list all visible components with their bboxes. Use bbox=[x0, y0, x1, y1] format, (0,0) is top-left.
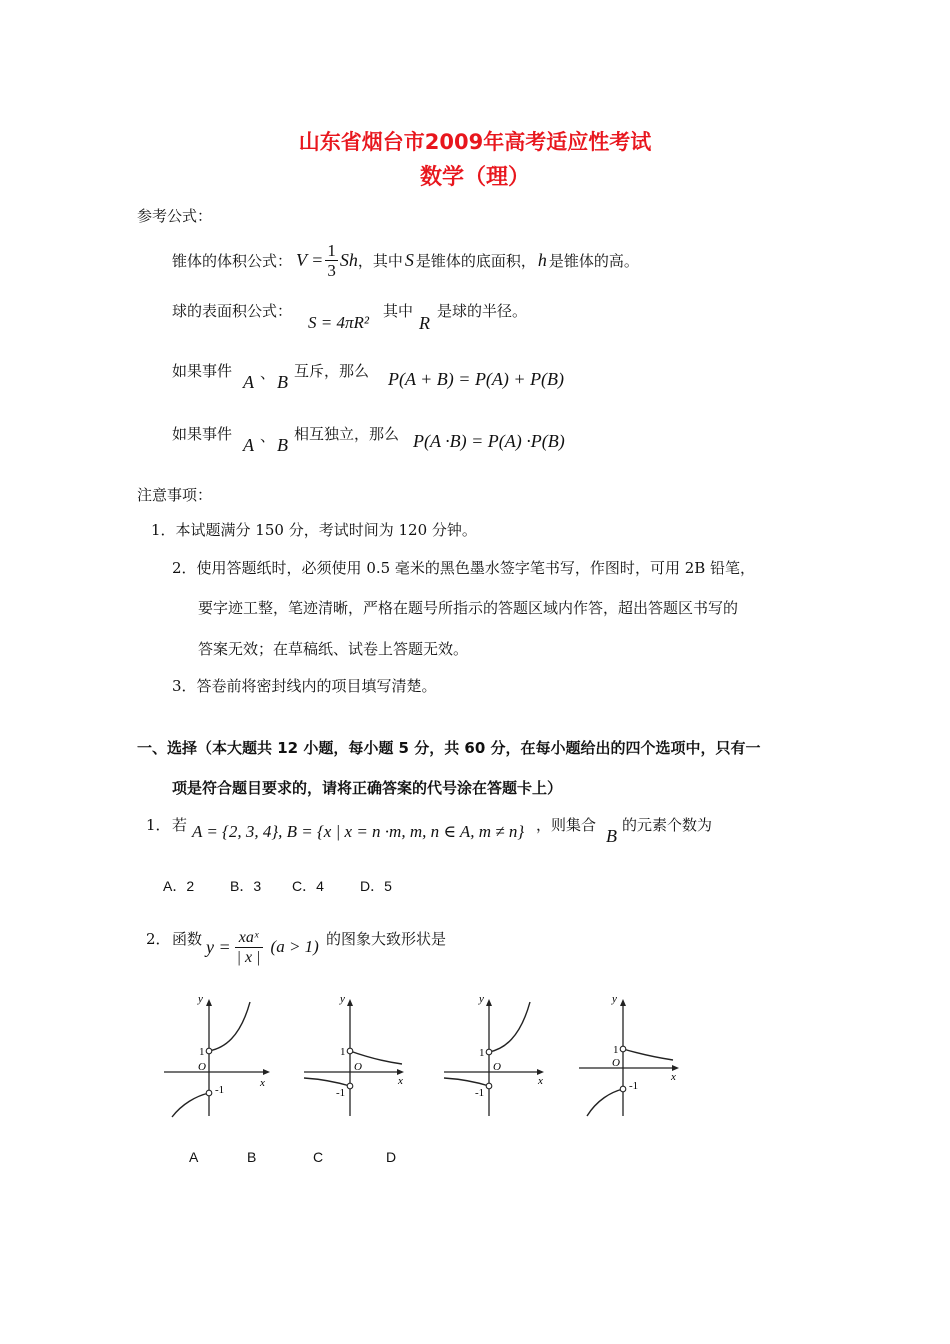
cone-formula-rhs: Sh bbox=[339, 249, 358, 270]
cone-fraction bbox=[325, 241, 338, 280]
sphere-desc-1: 其中 bbox=[383, 302, 414, 320]
cone-var-s: S bbox=[404, 249, 414, 270]
q1-prefix: 若 bbox=[172, 816, 188, 834]
q2-condition: (a > 1) bbox=[270, 937, 319, 956]
open-point bbox=[486, 1083, 492, 1089]
q2-number: 2． bbox=[146, 930, 171, 948]
y-arrow-icon bbox=[486, 999, 492, 1006]
curve-upper bbox=[623, 1049, 673, 1060]
axis-x-label: x bbox=[398, 1075, 403, 1087]
curve-lower bbox=[172, 1093, 209, 1117]
notes-item-2-line-1: 2．使用答题纸时，必须使用 0.5 毫米的黑色墨水签字笔书写，作图时，可用 2B 铅笔， bbox=[172, 559, 756, 577]
q2-graph-label-a: A bbox=[189, 1149, 199, 1165]
curve-lower bbox=[304, 1078, 350, 1086]
q2-formula bbox=[206, 920, 319, 974]
cone-desc-1: ，其中 bbox=[357, 251, 403, 270]
tick-label-pos: 1 bbox=[199, 1046, 205, 1058]
q2-graph-d[interactable] bbox=[575, 990, 693, 1120]
exam-title: 山东省烟台市2009年高考适应性考试 bbox=[298, 130, 652, 154]
tick-label-pos: 1 bbox=[613, 1044, 619, 1056]
q1-option-b[interactable]: B．3 bbox=[230, 878, 262, 894]
tick-label-pos: 1 bbox=[340, 1046, 346, 1058]
cone-formula-row bbox=[172, 236, 639, 284]
axis-y-label: y bbox=[198, 993, 203, 1005]
q1-option-a[interactable]: A．2 bbox=[163, 878, 195, 894]
cone-frac-den: 3 bbox=[327, 260, 336, 280]
exclusive-var-a: A bbox=[243, 372, 254, 392]
curve-lower bbox=[444, 1078, 489, 1086]
q2-frac-num: xaˣ bbox=[235, 928, 263, 948]
x-arrow-icon bbox=[263, 1069, 270, 1075]
origin-label: O bbox=[612, 1057, 620, 1069]
exclusive-formula: P(A + B) = P(A) + P(B) bbox=[388, 369, 565, 389]
sphere-desc-2: 是球的半径。 bbox=[437, 302, 528, 320]
sphere-formula: S = 4πR² bbox=[308, 313, 369, 332]
notes-item-2-line-3: 答案无效；在草稿纸、试卷上答题无效。 bbox=[198, 640, 469, 658]
q2-graph-label-c: C bbox=[313, 1149, 324, 1165]
tick-label-neg: -1 bbox=[475, 1087, 485, 1099]
sphere-var-r: R bbox=[419, 313, 430, 333]
q2-fraction bbox=[235, 928, 263, 967]
q2-suffix: 的图象大致形状是 bbox=[326, 930, 447, 948]
q1-suffix: 的元素个数为 bbox=[622, 816, 713, 834]
axis-x-label: x bbox=[538, 1075, 543, 1087]
origin-label: O bbox=[354, 1061, 362, 1073]
axis-x-label: x bbox=[260, 1077, 265, 1089]
open-point bbox=[347, 1048, 353, 1054]
open-point bbox=[486, 1049, 492, 1055]
formulas-heading: 参考公式： bbox=[137, 207, 213, 225]
origin-label: O bbox=[493, 1061, 501, 1073]
open-point bbox=[206, 1048, 212, 1054]
q2-graph-c[interactable] bbox=[440, 990, 558, 1120]
notes-item-3: 3．答卷前将密封线内的项目填写清楚。 bbox=[172, 677, 437, 695]
tick-label-neg: -1 bbox=[215, 1084, 225, 1096]
axis-y-label: y bbox=[479, 993, 484, 1005]
cone-desc-3: 是锥体的高。 bbox=[548, 251, 639, 270]
q2-graph-b[interactable] bbox=[300, 990, 418, 1120]
q2-graph-label-d: D bbox=[386, 1149, 397, 1165]
q2-prefix: 函数 bbox=[172, 930, 203, 948]
q1-option-d[interactable]: D．5 bbox=[360, 878, 392, 894]
independent-var-a: A bbox=[243, 435, 254, 455]
exclusive-sep: 、 bbox=[260, 364, 276, 382]
axis-y-label: y bbox=[340, 993, 345, 1005]
independent-label: 如果事件 bbox=[172, 425, 233, 443]
cone-desc-2: 是锥体的底面积， bbox=[415, 251, 536, 270]
q1-option-c[interactable]: C．4 bbox=[292, 878, 324, 894]
exclusive-label: 如果事件 bbox=[172, 362, 233, 380]
y-arrow-icon bbox=[347, 999, 353, 1006]
section1-heading-line-2: 项是符合题目要求的，请将正确答案的代号涂在答题卡上） bbox=[172, 779, 563, 797]
open-point bbox=[620, 1086, 626, 1092]
exam-subtitle: 数学（理） bbox=[419, 165, 530, 190]
q2-graph-label-b: B bbox=[247, 1149, 257, 1165]
cone-var-h: h bbox=[537, 249, 547, 270]
exclusive-desc: 互斥，那么 bbox=[294, 362, 370, 380]
q2-graph-a[interactable] bbox=[160, 990, 278, 1120]
tick-label-pos: 1 bbox=[479, 1047, 485, 1059]
y-arrow-icon bbox=[620, 999, 626, 1006]
q2-y-eq: y = bbox=[206, 936, 231, 957]
axis-y-label: y bbox=[612, 993, 617, 1005]
tick-label-neg: -1 bbox=[336, 1087, 346, 1099]
cone-frac-num: 1 bbox=[327, 240, 336, 260]
cone-label: 锥体的体积公式： bbox=[172, 251, 293, 270]
open-point bbox=[620, 1046, 626, 1052]
curve-lower bbox=[587, 1089, 623, 1116]
q1-mid: ，则集合 bbox=[536, 816, 597, 834]
origin-label: O bbox=[198, 1061, 206, 1073]
notes-item-2-line-2: 要字迹工整，笔迹清晰，严格在题号所指示的答题区域内作答，超出答题区书写的 bbox=[198, 599, 739, 617]
notes-item-1: 1．本试题满分 150 分，考试时间为 120 分钟。 bbox=[151, 521, 477, 539]
q2-frac-den: | x | bbox=[236, 948, 261, 966]
q1-set-b: B bbox=[606, 826, 617, 846]
open-point bbox=[206, 1090, 212, 1096]
y-arrow-icon bbox=[206, 999, 212, 1006]
curve-upper bbox=[489, 1002, 530, 1052]
notes-heading: 注意事项： bbox=[137, 486, 213, 504]
q1-number: 1． bbox=[146, 816, 171, 834]
cone-formula-lhs: V = bbox=[296, 249, 324, 270]
independent-sep: 、 bbox=[260, 427, 276, 445]
section1-heading-line-1: 一、选择（本大题共 12 小题，每小题 5 分，共 60 分，在每小题给出的四个选项中，只有一 bbox=[137, 739, 761, 757]
independent-formula: P(A ·B) = P(A) ·P(B) bbox=[413, 431, 565, 451]
open-point bbox=[347, 1083, 353, 1089]
curve-upper bbox=[209, 1002, 250, 1051]
exclusive-var-b: B bbox=[277, 372, 288, 392]
sphere-label: 球的表面积公式： bbox=[172, 302, 293, 320]
axis-x-label: x bbox=[671, 1071, 676, 1083]
tick-label-neg: -1 bbox=[629, 1080, 639, 1092]
independent-var-b: B bbox=[277, 435, 288, 455]
q1-formula: A = {2, 3, 4}, B = {x | x = n ·m, m, n ∈ A, m ≠ n} bbox=[192, 822, 525, 841]
independent-desc: 相互独立，那么 bbox=[294, 425, 400, 443]
